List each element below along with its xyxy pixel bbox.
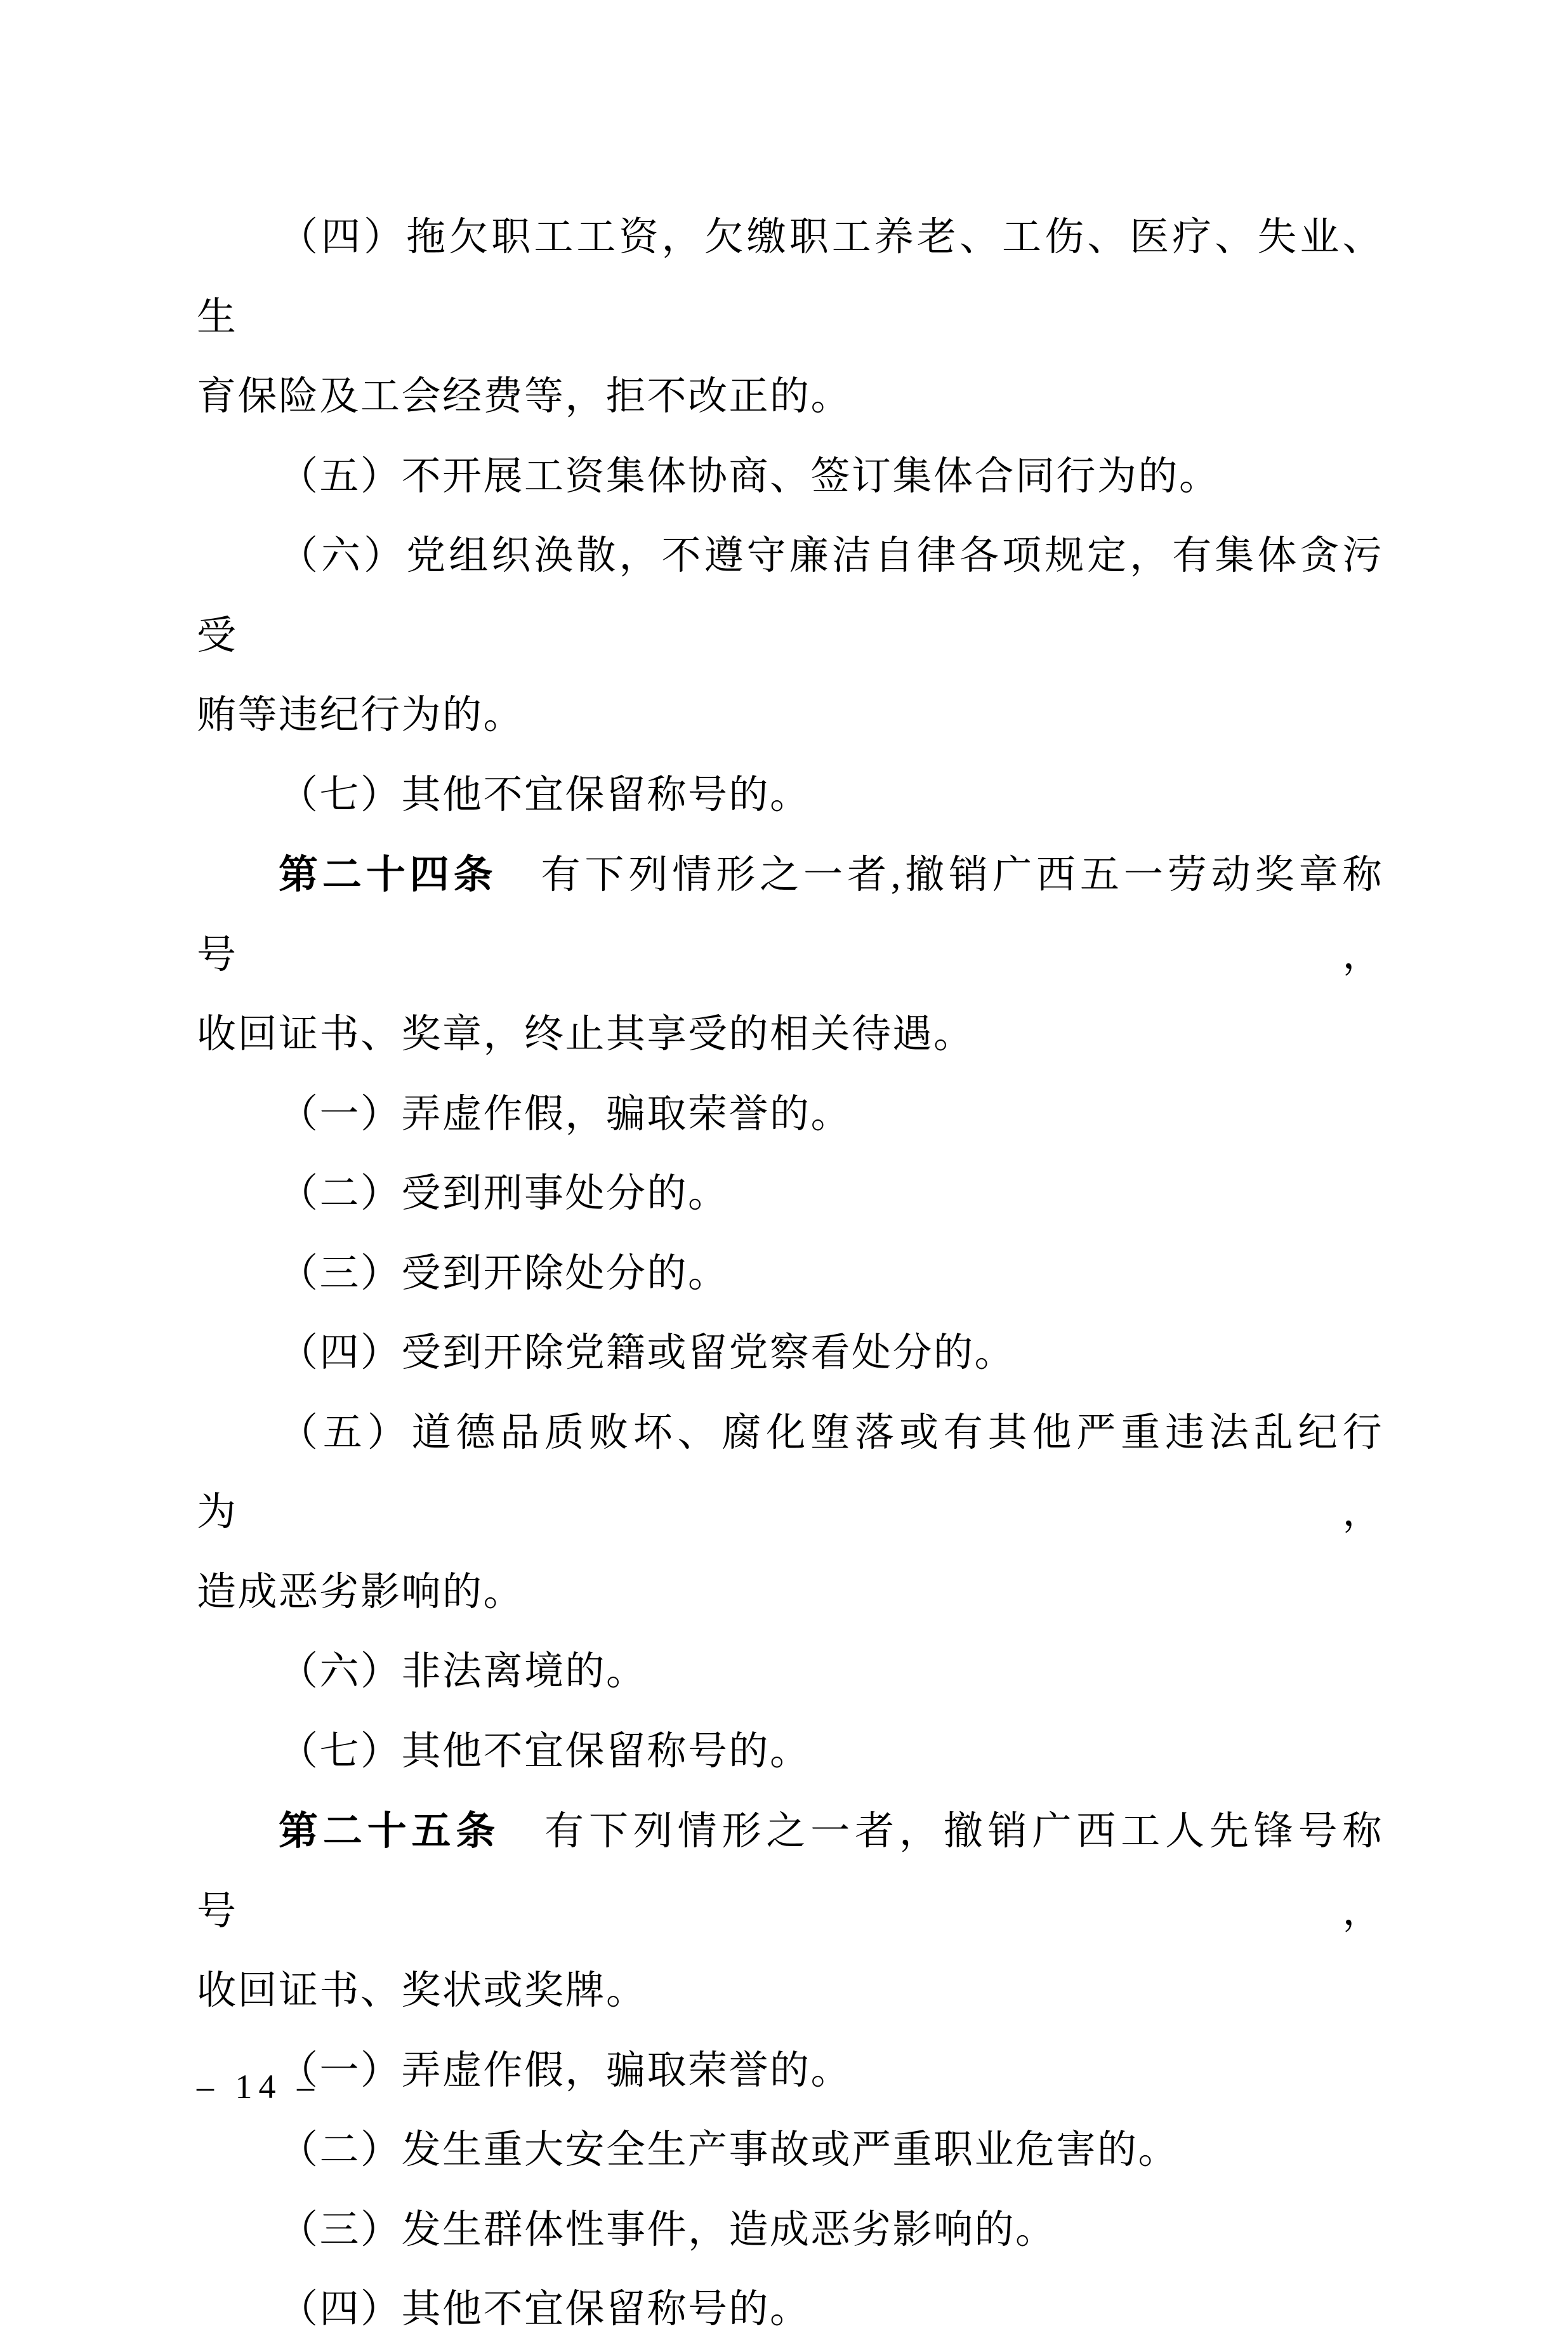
text-line bbox=[197, 676, 1383, 756]
text-segment: （五）道德品质败坏、腐化堕落或有其他严重违法乱纪行为， bbox=[197, 1411, 1383, 1534]
page-number: – 14 – bbox=[197, 2068, 320, 2106]
text-segment: （七）其他不宜保留称号的。 bbox=[279, 773, 811, 817]
text-line bbox=[197, 835, 1383, 995]
text-segment: 育保险及工会经费等，拒不改正的。 bbox=[197, 375, 852, 418]
document-body bbox=[197, 198, 1383, 2350]
text-line bbox=[197, 2270, 1383, 2350]
text-segment: （四）拖欠职工工资，欠缴职工养老、工伤、医疗、失业、生 bbox=[197, 216, 1383, 339]
text-segment: （四）其他不宜保留称号的。 bbox=[279, 2288, 811, 2331]
text-line bbox=[197, 517, 1383, 676]
article-number: 第二十五条 bbox=[279, 1809, 501, 1853]
text-line bbox=[197, 756, 1383, 836]
text-line bbox=[197, 198, 1383, 357]
text-segment: （二）受到刑事处分的。 bbox=[279, 1172, 729, 1215]
text-segment: （七）其他不宜保留称号的。 bbox=[279, 1729, 811, 1773]
text-line bbox=[197, 357, 1383, 437]
text-segment: （五）不开展工资集体协商、签订集体合同行为的。 bbox=[279, 454, 1220, 498]
text-segment: 造成恶劣影响的。 bbox=[197, 1570, 525, 1614]
text-line bbox=[197, 2191, 1383, 2271]
text-segment: （一）弄虚作假，骗取荣誉的。 bbox=[279, 1092, 852, 1136]
text-line bbox=[197, 1792, 1383, 1951]
text-line bbox=[197, 1712, 1383, 1792]
text-line bbox=[197, 1632, 1383, 1712]
text-line bbox=[197, 437, 1383, 517]
article-number: 第二十四条 bbox=[279, 853, 497, 897]
text-segment: 收回证书、奖章，终止其享受的相关待遇。 bbox=[197, 1013, 975, 1056]
text-line bbox=[197, 995, 1383, 1075]
text-segment: （六）非法离境的。 bbox=[279, 1650, 647, 1693]
text-line bbox=[197, 2031, 1383, 2111]
text-segment: 收回证书、奖状或奖牌。 bbox=[197, 1969, 647, 2012]
text-segment: 贿等违纪行为的。 bbox=[197, 694, 525, 737]
text-line bbox=[197, 1154, 1383, 1234]
text-line bbox=[197, 1234, 1383, 1314]
text-segment: 有下列情形之一者,撤销广西五一劳动奖章称号， bbox=[197, 854, 1383, 977]
text-line bbox=[197, 1394, 1383, 1553]
text-segment: （一）弄虚作假，骗取荣誉的。 bbox=[279, 2049, 852, 2092]
text-line bbox=[197, 1553, 1383, 1633]
text-segment: （三）发生群体性事件，造成恶劣影响的。 bbox=[279, 2208, 1057, 2252]
text-segment: （三）受到开除处分的。 bbox=[279, 1251, 729, 1295]
text-line bbox=[197, 2111, 1383, 2191]
text-segment: （二）发生重大安全生产事故或严重职业危害的。 bbox=[279, 2129, 1180, 2172]
text-line bbox=[197, 1075, 1383, 1155]
text-line bbox=[197, 1951, 1383, 2031]
text-segment: （六）党组织涣散，不遵守廉洁自律各项规定，有集体贪污受 bbox=[197, 534, 1383, 657]
text-line bbox=[197, 1314, 1383, 1394]
text-segment: （四）受到开除党籍或留党察看处分的。 bbox=[279, 1331, 1016, 1375]
text-segment: 有下列情形之一者，撤销广西工人先锋号称号， bbox=[197, 1810, 1383, 1933]
